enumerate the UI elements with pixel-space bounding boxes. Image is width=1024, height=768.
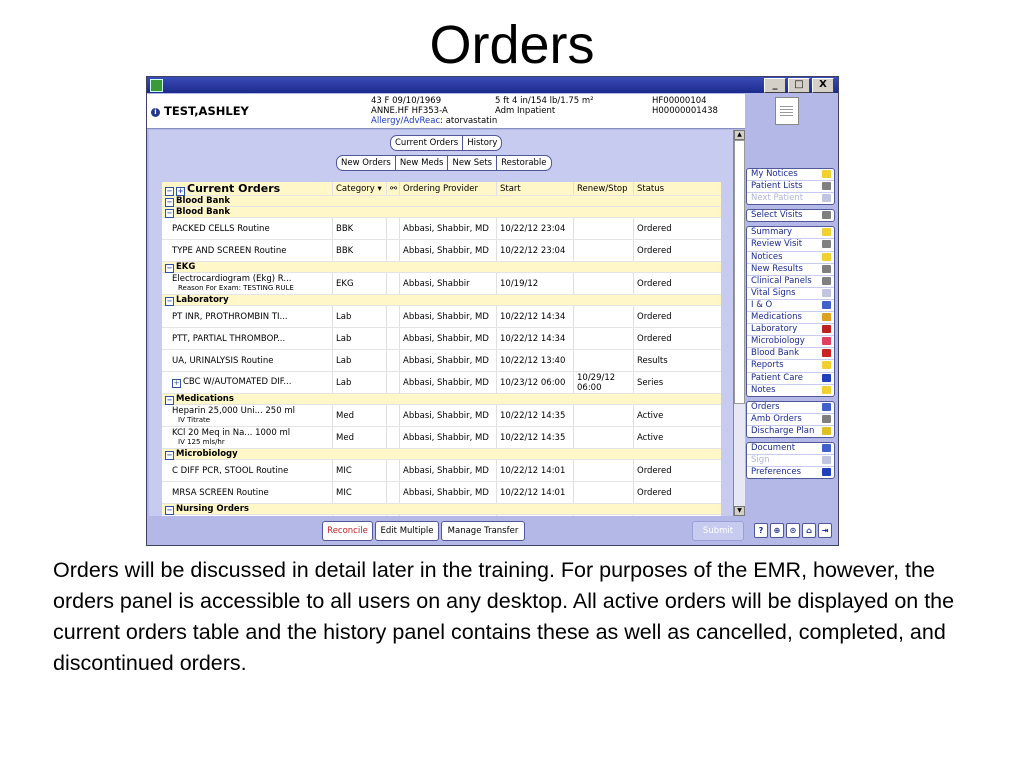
logout-icon[interactable]: ⇥	[818, 523, 832, 538]
order-category	[332, 328, 386, 349]
link-cell	[386, 350, 399, 371]
sidebar-item-label: Document	[751, 442, 796, 453]
manage-transfer-button[interactable]: Manage Transfer	[441, 521, 525, 541]
prefs-icon	[822, 468, 831, 476]
sidebar-item-notices[interactable]	[747, 252, 834, 264]
order-renew-stop	[573, 460, 633, 481]
help-icon[interactable]: ?	[754, 523, 768, 538]
order-status-text: Active	[637, 410, 664, 421]
restorable-button[interactable]: Restorable	[501, 158, 547, 168]
title-bar	[147, 77, 838, 93]
scroll-up-icon[interactable]: ▲	[734, 130, 745, 140]
sidebar-item-sign	[747, 455, 834, 467]
discharge-icon	[822, 427, 831, 435]
sidebar-item-medications[interactable]	[747, 312, 834, 324]
table-row[interactable]	[162, 273, 721, 295]
order-status-text: Ordered	[637, 245, 672, 256]
order-provider	[399, 427, 496, 448]
sign-icon	[822, 456, 831, 464]
group-label: Blood Bank	[176, 195, 231, 206]
group-label: Nursing Orders	[176, 503, 249, 514]
home-icon[interactable]: ⌂	[802, 523, 816, 538]
visits-icon	[822, 211, 831, 219]
order-start-text: 10/22/12 14:01	[500, 465, 566, 476]
summary-icon	[822, 228, 831, 236]
order-name: KCl 20 Meq in Na... 1000 ml	[172, 428, 291, 438]
order-provider-text: Abbasi, Shabbir, MD	[403, 487, 489, 498]
sidebar-group	[746, 226, 835, 396]
order-status	[633, 482, 721, 503]
sidebar-item-label: Microbiology	[751, 336, 805, 347]
column-ordering-provider[interactable]: Ordering Provider	[399, 182, 496, 195]
order-renew-stop-text: 10/29/12 06:00	[577, 372, 616, 393]
order-status-text: Ordered	[637, 333, 672, 344]
table-row[interactable]	[162, 218, 721, 240]
patient-admission: Adm Inpatient	[495, 106, 556, 116]
table-title: Current Orders	[187, 181, 281, 195]
sidebar-item-amb-orders[interactable]	[747, 414, 834, 426]
patient-height-weight: 5 ft 4 in/154 lb/1.75 m²	[495, 96, 594, 106]
column-renew-stop[interactable]: Renew/Stop	[573, 182, 633, 195]
order-status-text: Series	[637, 377, 664, 388]
table-row[interactable]	[162, 240, 721, 262]
tab-history[interactable]: History	[467, 138, 498, 148]
lab-icon	[822, 325, 831, 333]
order-status	[633, 427, 721, 448]
sidebar-nav	[746, 168, 835, 483]
order-status	[633, 328, 721, 349]
sidebar-item-document[interactable]	[747, 443, 834, 455]
order-category	[332, 515, 386, 516]
order-renew-stop	[573, 405, 633, 426]
link-cell	[386, 482, 399, 503]
link-cell	[386, 328, 399, 349]
order-category-text: BBK	[336, 245, 354, 256]
minimize-button[interactable]: _	[764, 78, 786, 93]
link-cell	[386, 515, 399, 516]
order-start	[496, 460, 573, 481]
patient-name-label: TEST,ASHLEY	[164, 104, 249, 118]
blood-icon	[822, 349, 831, 357]
link-cell	[386, 405, 399, 426]
link-cell	[386, 240, 399, 261]
sidebar-item-summary[interactable]	[747, 227, 834, 239]
table-header	[162, 182, 721, 196]
orders-icon	[822, 403, 831, 411]
table-row[interactable]	[162, 482, 721, 504]
sidebar-item-label: My Notices	[751, 169, 798, 179]
info-icon[interactable]: i	[151, 108, 160, 117]
order-actions	[336, 155, 552, 171]
link-cell	[386, 460, 399, 481]
scroll-down-icon[interactable]: ▼	[734, 506, 745, 516]
order-category	[332, 460, 386, 481]
order-provider-text: Abbasi, Shabbir, MD	[403, 377, 489, 388]
order-start-text: 10/19/12	[500, 278, 539, 289]
vertical-scrollbar[interactable]	[733, 130, 745, 516]
micro-icon	[822, 337, 831, 345]
allergy-link[interactable]: Allergy/AdvReac	[371, 116, 441, 126]
table-row[interactable]	[162, 405, 721, 427]
collapse-icon[interactable]: −	[166, 505, 173, 514]
patient-id-2: H00000001438	[652, 106, 718, 116]
list-icon	[822, 182, 831, 190]
refresh-icon[interactable]: ⊙	[786, 523, 800, 538]
order-category	[332, 372, 386, 393]
document-icon	[822, 444, 831, 452]
sidebar-item-clinical-panels[interactable]	[747, 276, 834, 288]
order-detail: IV 125 mls/hr	[178, 438, 225, 446]
order-start-text: 10/22/12 14:34	[500, 333, 566, 344]
order-start	[496, 427, 573, 448]
sidebar-item-label: Laboratory	[751, 324, 798, 335]
order-start-text: 10/22/12 14:35	[500, 432, 566, 443]
order-start	[496, 405, 573, 426]
expand-all-icon[interactable]: +	[177, 186, 184, 195]
vitals-icon	[822, 289, 831, 297]
order-provider	[399, 515, 496, 516]
sidebar-item-label: Next Patient	[751, 193, 804, 204]
order-status-text: Ordered	[637, 223, 672, 234]
order-start	[496, 515, 573, 516]
order-name: PTT, PARTIAL THROMBOP...	[172, 333, 286, 344]
maximize-button[interactable]: □	[788, 78, 810, 93]
emr-window	[146, 76, 839, 546]
sidebar-item-label: Preferences	[751, 467, 801, 478]
order-provider	[399, 218, 496, 239]
order-name: C DIFF PCR, STOOL Routine	[172, 465, 289, 476]
order-category-text: Lab	[336, 355, 352, 366]
sidebar-item-new-results[interactable]	[747, 264, 834, 276]
table-row[interactable]	[162, 350, 721, 372]
sidebar-item-laboratory[interactable]	[747, 324, 834, 336]
group-header[interactable]	[162, 295, 721, 306]
order-renew-stop	[573, 515, 633, 516]
sidebar-item-label: Patient Lists	[751, 181, 803, 192]
sidebar-item-reports[interactable]	[747, 360, 834, 372]
document-icon[interactable]	[775, 97, 799, 125]
sidebar-item-label: Discharge Plan	[751, 425, 815, 436]
group-label: Blood Bank	[176, 206, 231, 217]
group-header[interactable]	[162, 504, 721, 515]
group-header[interactable]	[162, 207, 721, 218]
order-name: Electrocardiogram (Ekg) R...	[172, 274, 292, 284]
sidebar-item-select-visits[interactable]	[747, 210, 834, 221]
order-category-text: EKG	[336, 278, 354, 289]
order-provider	[399, 482, 496, 503]
order-detail: IV Titrate	[178, 416, 211, 424]
patient-banner	[147, 94, 745, 129]
order-provider-text: Abbasi, Shabbir, MD	[403, 245, 489, 256]
review-icon	[822, 240, 831, 248]
patient-id-1: HF00000104	[652, 96, 707, 106]
collapse-icon[interactable]: −	[166, 197, 173, 206]
order-provider	[399, 460, 496, 481]
group-label: Microbiology	[176, 448, 238, 459]
app-icon	[150, 79, 163, 92]
order-renew-stop	[573, 218, 633, 239]
order-provider-text: Abbasi, Shabbir, MD	[403, 223, 489, 234]
order-renew-stop	[573, 240, 633, 261]
order-start	[496, 306, 573, 327]
sidebar-item-label: Notices	[751, 251, 783, 262]
order-status	[633, 273, 721, 294]
collapse-all-icon[interactable]: −	[166, 186, 173, 195]
results-icon	[822, 265, 831, 273]
table-row[interactable]	[162, 515, 721, 516]
sidebar-item-discharge-plan[interactable]	[747, 426, 834, 437]
amb-orders-icon	[822, 415, 831, 423]
order-start-text: 10/22/12 13:40	[500, 355, 566, 366]
new-orders-button[interactable]: New Orders	[337, 156, 396, 170]
order-category	[332, 350, 386, 371]
tab-current-orders[interactable]: Current Orders	[391, 136, 463, 150]
link-icon[interactable]: ⚯	[386, 182, 399, 195]
order-start-text: 10/22/12 23:04	[500, 245, 566, 256]
reconcile-button[interactable]: Reconcile	[322, 521, 373, 541]
order-start	[496, 482, 573, 503]
order-provider	[399, 273, 496, 294]
slide-title: Orders	[429, 15, 595, 75]
close-button[interactable]: X	[812, 78, 834, 93]
sidebar-group	[746, 401, 835, 438]
sidebar-item-label: Medications	[751, 312, 802, 323]
current-orders-table	[162, 182, 721, 516]
collapse-icon[interactable]: −	[166, 296, 173, 305]
patient-demographics: 43 F 09/10/1969	[371, 96, 442, 106]
new-meds-button[interactable]: New Meds	[396, 156, 449, 170]
order-name: PACKED CELLS Routine	[172, 223, 270, 234]
sidebar-item-next-patient	[747, 193, 834, 204]
order-renew-stop	[573, 427, 633, 448]
collapse-icon[interactable]: −	[166, 208, 173, 217]
new-sets-button[interactable]: New Sets	[448, 156, 497, 170]
order-start-text: 10/22/12 23:04	[500, 223, 566, 234]
order-category	[332, 240, 386, 261]
group-label: Medications	[176, 393, 234, 404]
meds-icon	[822, 313, 831, 321]
sidebar-item-label: Review Visit	[751, 239, 803, 250]
order-provider-text: Abbasi, Shabbir, MD	[403, 311, 489, 322]
order-category-text: Lab	[336, 377, 352, 388]
submit-button: Submit	[692, 521, 744, 541]
table-row[interactable]	[162, 306, 721, 328]
order-category-text: MIC	[336, 465, 352, 476]
order-start-text: 10/22/12 14:35	[500, 410, 566, 421]
order-provider	[399, 328, 496, 349]
order-status-text: Ordered	[637, 465, 672, 476]
sidebar-item-label: Clinical Panels	[751, 275, 812, 286]
collapse-icon[interactable]: −	[166, 450, 173, 459]
sidebar-item-notes[interactable]	[747, 385, 834, 396]
order-start	[496, 273, 573, 294]
panels-icon	[822, 277, 831, 285]
order-provider-text: Abbasi, Shabbir	[403, 278, 470, 289]
order-provider-text: Abbasi, Shabbir, MD	[403, 355, 489, 366]
order-category	[332, 218, 386, 239]
order-status	[633, 460, 721, 481]
order-renew-stop	[573, 350, 633, 371]
sidebar-item-label: Reports	[751, 360, 784, 371]
orders-tabs	[390, 135, 502, 151]
allergy-value: : atorvastatin	[440, 116, 498, 126]
group-header[interactable]	[162, 196, 721, 207]
care-icon	[822, 374, 831, 382]
reports-icon	[822, 361, 831, 369]
column-status[interactable]: Status	[633, 182, 721, 195]
sidebar-item-label: Patient Care	[751, 372, 803, 383]
order-name: UA, URINALYSIS Routine	[172, 355, 274, 366]
order-start	[496, 350, 573, 371]
sidebar-item-patient-lists[interactable]	[747, 181, 834, 193]
order-status-text: Ordered	[637, 311, 672, 322]
link-cell	[386, 372, 399, 393]
order-provider-text: Abbasi, Shabbir, MD	[403, 410, 489, 421]
order-provider	[399, 306, 496, 327]
order-status	[633, 372, 721, 393]
order-start-text: 10/22/12 14:01	[500, 487, 566, 498]
order-renew-stop	[573, 328, 633, 349]
notice-icon	[822, 170, 831, 178]
link-cell	[386, 427, 399, 448]
sidebar-item-i-o[interactable]	[747, 300, 834, 312]
notices-icon	[822, 253, 831, 261]
order-provider-text: Abbasi, Shabbir, MD	[403, 333, 489, 344]
order-category	[332, 273, 386, 294]
link-cell	[386, 218, 399, 239]
order-status-text: Results	[637, 355, 668, 366]
patient-location: ANNE.HF HF353-A	[371, 106, 448, 116]
order-category	[332, 482, 386, 503]
table-row[interactable]	[162, 460, 721, 482]
column-start[interactable]: Start	[496, 182, 573, 195]
sidebar-item-label: New Results	[751, 263, 803, 274]
order-category-text: Med	[336, 410, 354, 421]
order-name: PT INR, PROTHROMBIN TI...	[172, 311, 288, 322]
order-provider-text: Abbasi, Shabbir, MD	[403, 465, 489, 476]
order-start-text: 10/22/12 14:34	[500, 311, 566, 322]
order-category-text: Lab	[336, 311, 352, 322]
order-detail: Reason For Exam: TESTING RULE	[178, 284, 294, 292]
order-start	[496, 372, 573, 393]
collapse-icon[interactable]: −	[166, 395, 173, 404]
sidebar-item-label: Blood Bank	[751, 348, 800, 359]
table-row[interactable]	[162, 427, 721, 449]
sidebar-item-vital-signs[interactable]	[747, 288, 834, 300]
order-status-text: Ordered	[637, 278, 672, 289]
scroll-thumb[interactable]	[734, 140, 745, 404]
sidebar-item-preferences[interactable]	[747, 467, 834, 478]
order-category	[332, 427, 386, 448]
order-status	[633, 218, 721, 239]
sidebar-item-label: Summary	[751, 227, 793, 238]
expand-icon[interactable]: +	[173, 379, 180, 387]
group-label: EKG	[176, 261, 196, 272]
order-start	[496, 240, 573, 261]
order-category	[332, 405, 386, 426]
order-status	[633, 306, 721, 327]
order-name: MRSA SCREEN Routine	[172, 487, 269, 498]
order-provider-text: Abbasi, Shabbir, MD	[403, 432, 489, 443]
order-provider	[399, 372, 496, 393]
link-cell	[386, 306, 399, 327]
sidebar-item-label: Orders	[751, 401, 780, 412]
order-category-text: MIC	[336, 487, 352, 498]
order-category	[332, 306, 386, 327]
order-status	[633, 405, 721, 426]
order-category-text: BBK	[336, 223, 354, 234]
sidebar-item-label: Select Visits	[751, 210, 803, 221]
group-header[interactable]	[162, 449, 721, 460]
order-renew-stop	[573, 372, 633, 393]
sidebar-item-microbiology[interactable]	[747, 336, 834, 348]
next-icon	[822, 194, 831, 202]
search-icon[interactable]: ⊕	[770, 523, 784, 538]
sidebar-item-patient-care[interactable]	[747, 373, 834, 385]
edit-multiple-button[interactable]: Edit Multiple	[375, 521, 439, 541]
order-status-text: Ordered	[637, 487, 672, 498]
order-name: CBC W/AUTOMATED DIF...	[183, 377, 292, 387]
sidebar-item-label: Amb Orders	[751, 413, 802, 424]
sidebar-item-orders[interactable]	[747, 402, 834, 414]
group-header[interactable]	[162, 262, 721, 273]
sidebar-footer	[754, 523, 832, 538]
patient-name[interactable]	[151, 104, 249, 118]
order-provider	[399, 405, 496, 426]
sidebar-group	[746, 168, 835, 205]
sidebar-item-label: Notes	[751, 384, 776, 395]
order-start	[496, 218, 573, 239]
order-renew-stop	[573, 273, 633, 294]
order-provider	[399, 350, 496, 371]
sidebar-item-my-notices[interactable]	[747, 169, 834, 181]
order-status	[633, 240, 721, 261]
sidebar-group	[746, 209, 835, 222]
order-start-text: 10/23/12 06:00	[500, 377, 566, 388]
order-name: Heparin 25,000 Uni... 250 ml	[172, 406, 295, 416]
sidebar-item-label: Sign	[751, 455, 770, 466]
order-provider	[399, 240, 496, 261]
io-icon	[822, 301, 831, 309]
sidebar-item-label: I & O	[751, 299, 773, 310]
sidebar-item-blood-bank[interactable]	[747, 348, 834, 360]
sidebar-group	[746, 442, 835, 479]
table-row[interactable]	[162, 372, 721, 394]
slide-caption: Orders will be discussed in detail later in the training. For purposes of the EMR, however, the orders panel is accessible to all users on any desktop. All active orders will be displayed on the current orders table and the history panel contains these as well as cancelled, completed, and discontinued orders.	[53, 558, 955, 675]
bottom-toolbar	[147, 518, 745, 544]
link-cell	[386, 273, 399, 294]
orders-panel	[149, 130, 733, 516]
notes-icon	[822, 386, 831, 394]
sidebar-item-review-visit[interactable]	[747, 239, 834, 251]
order-status-text: Active	[637, 432, 664, 443]
group-header[interactable]	[162, 394, 721, 405]
collapse-icon[interactable]: −	[166, 263, 173, 272]
group-label: Laboratory	[176, 294, 229, 305]
order-category-text: Med	[336, 432, 354, 443]
column-category[interactable]: Category ▾	[332, 182, 386, 195]
order-renew-stop	[573, 482, 633, 503]
order-category-text: Lab	[336, 333, 352, 344]
order-status	[633, 515, 721, 516]
sidebar-item-label: Vital Signs	[751, 287, 796, 298]
order-status	[633, 350, 721, 371]
table-row[interactable]	[162, 328, 721, 350]
order-renew-stop	[573, 306, 633, 327]
order-start	[496, 328, 573, 349]
order-name: TYPE AND SCREEN Routine	[172, 245, 287, 256]
